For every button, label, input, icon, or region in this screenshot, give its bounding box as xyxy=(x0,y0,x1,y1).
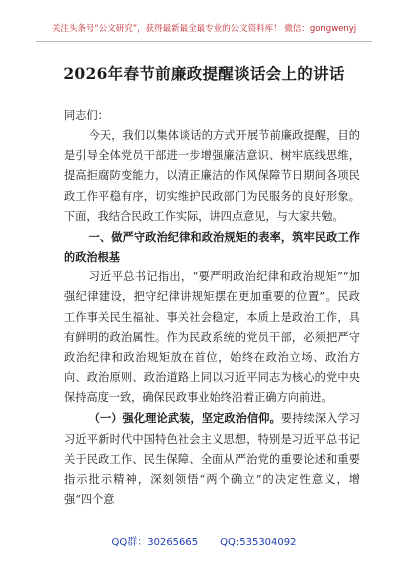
header-divider xyxy=(36,41,372,42)
section-heading: 一、做严守政治纪律和政治规矩的表率，筑牢民政工作的政治根基 xyxy=(64,229,360,265)
document-title: 2026年春节前廉政提醒谈话会上的讲话 xyxy=(63,64,345,83)
qq-group-text: QQ群：30265665 xyxy=(111,537,199,548)
promo-header: 关注头条号“公文研究”，获得最新最全最专业的公文资料库！ 微信：gongwenyj xyxy=(51,24,357,34)
subsection-text: 要持续深入学习习近平新时代中国特色社会主义思想，特别是习近平总书记关于民政工作、民生保障、全面从严治党的重要论述和重要指示批示精神，深刻领悟“两个确立”的决定性意义，增强“四个意 xyxy=(64,412,360,506)
salutation: 同志们： xyxy=(64,109,109,122)
contact-footer xyxy=(0,533,408,548)
section-paragraph: 习近平总书记指出，“要严明政治纪律和政治规矩”“加强纪律建设，把守纪律讲规矩摆在更加重要的位置”。民政工作事关民生福祉、事关社会稳定，本质上是政治工作，具有鲜明的政治属性。作为民政系统的党员干部，必须把严守政治纪律和政治规矩放在首位，始终在政治立场、政治方向、政治原则、政治道路上同以习近平同志为核心的党中央保持高度一致，确保民政事业始终沿着正确方向前进。 xyxy=(64,270,360,405)
intro-paragraph: 今天，我们以集体谈话的方式开展节前廉政提醒，目的是引导全体党员干部进一步增强廉洁意识、树牢底线思维，提高拒腐防变能力，以清正廉洁的作风保障节日期间各项民政工作平稳有序，切实维护民政部门为民服务的良好形象。下面，我结合民政工作实际，讲四点意见，与大家共勉。 xyxy=(64,129,360,223)
subsection-heading: （一）强化理论武装，坚定政治信仰。 xyxy=(88,411,281,426)
document-body xyxy=(64,106,360,510)
subsection-paragraph xyxy=(64,408,360,510)
qq-text: QQ:535304092 xyxy=(220,537,297,548)
